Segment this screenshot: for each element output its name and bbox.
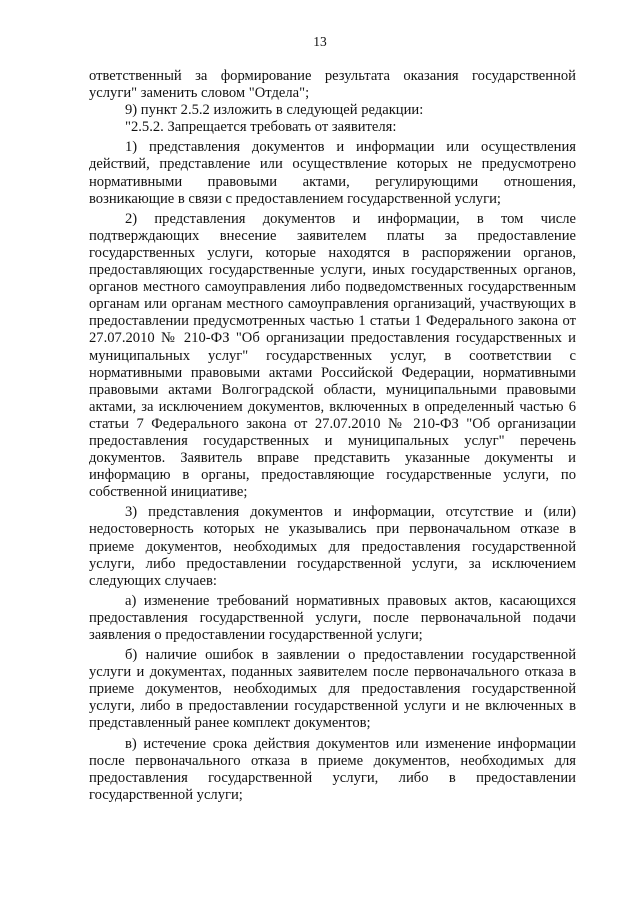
paragraph-subitem-1: 1) представления документов и информации или осуществления действий, представление или осуществление которых не предусмотрено нормативными правовыми актами, регулирующими отношения, возникающие в связи с предоставлением государственной услуги; — [89, 139, 576, 207]
paragraph-subitem-3: 3) представления документов и информации, отсутствие и (или) недостоверность которых не указывались при первоначальном отказе в приеме документов, необходимых для предоставления государственной услуги, либо предоставлении государственной услуги, за исключением следующих случаев: — [89, 504, 576, 589]
paragraph-item-9: 9) пункт 2.5.2 изложить в следующей редакции: — [125, 102, 424, 119]
paragraph-case-a: а) изменение требований нормативных правовых актов, касающихся предоставления государственной услуги, после первоначальной подачи заявления о предоставлении государственной услуги; — [89, 592, 576, 643]
document-body — [89, 68, 576, 804]
paragraph-continuation: ответственный за формирование результата оказания государственной услуги" заменить словом "Отдела"; — [89, 68, 576, 102]
paragraph-case-c: в) истечение срока действия документов или изменение информации после первоначального отказа в приеме документов, необходимых для предоставления государственной услуги, либо в предоставлении государственной услуги; — [89, 735, 576, 803]
paragraph-clause-2-5-2: "2.5.2. Запрещается требовать от заявителя: — [125, 119, 397, 136]
page-number: 13 — [313, 34, 327, 49]
paragraph-case-b: б) наличие ошибок в заявлении о предоставлении государственной услуги и документах, поданных заявителем после первоначального отказа в приеме документов, необходимых для предоставления государственной услуги, либо в предоставлении государственной услуги и не включенных в представленный ранее комплект документов; — [89, 647, 576, 732]
paragraph-subitem-2: 2) представления документов и информации, в том числе подтверждающих внесение заявителем платы за предоставление государственных услуги, которые находятся в распоряжении органов, предоставляющих государственные услуги, иных государственных органов, органов местного самоуправления либо подведомственных государственным органам или органам местного самоуправления организаций, участвующих в предоставлении предусмотренных частью 1 статьи 1 Федерального закона от 27.07.2010 № 210-ФЗ "Об организации предоставления государственных и муниципальных услуг" государственных услуг, в соответствии с нормативными правовыми актами Российской Федерации, нормативными правовыми актами Волгоградской области, муниципальными правовыми актами, за исключением документов, включенных в определенный частью 6 статьи 7 Федерального закона от 27.07.2010 № 210-ФЗ "Об организации предоставления государственных и муниципальных услуг" перечень документов. Заявитель вправе представить указанные документы и информацию в органы, предоставляющие государственные услуги, по собственной инициативе; — [89, 210, 576, 501]
